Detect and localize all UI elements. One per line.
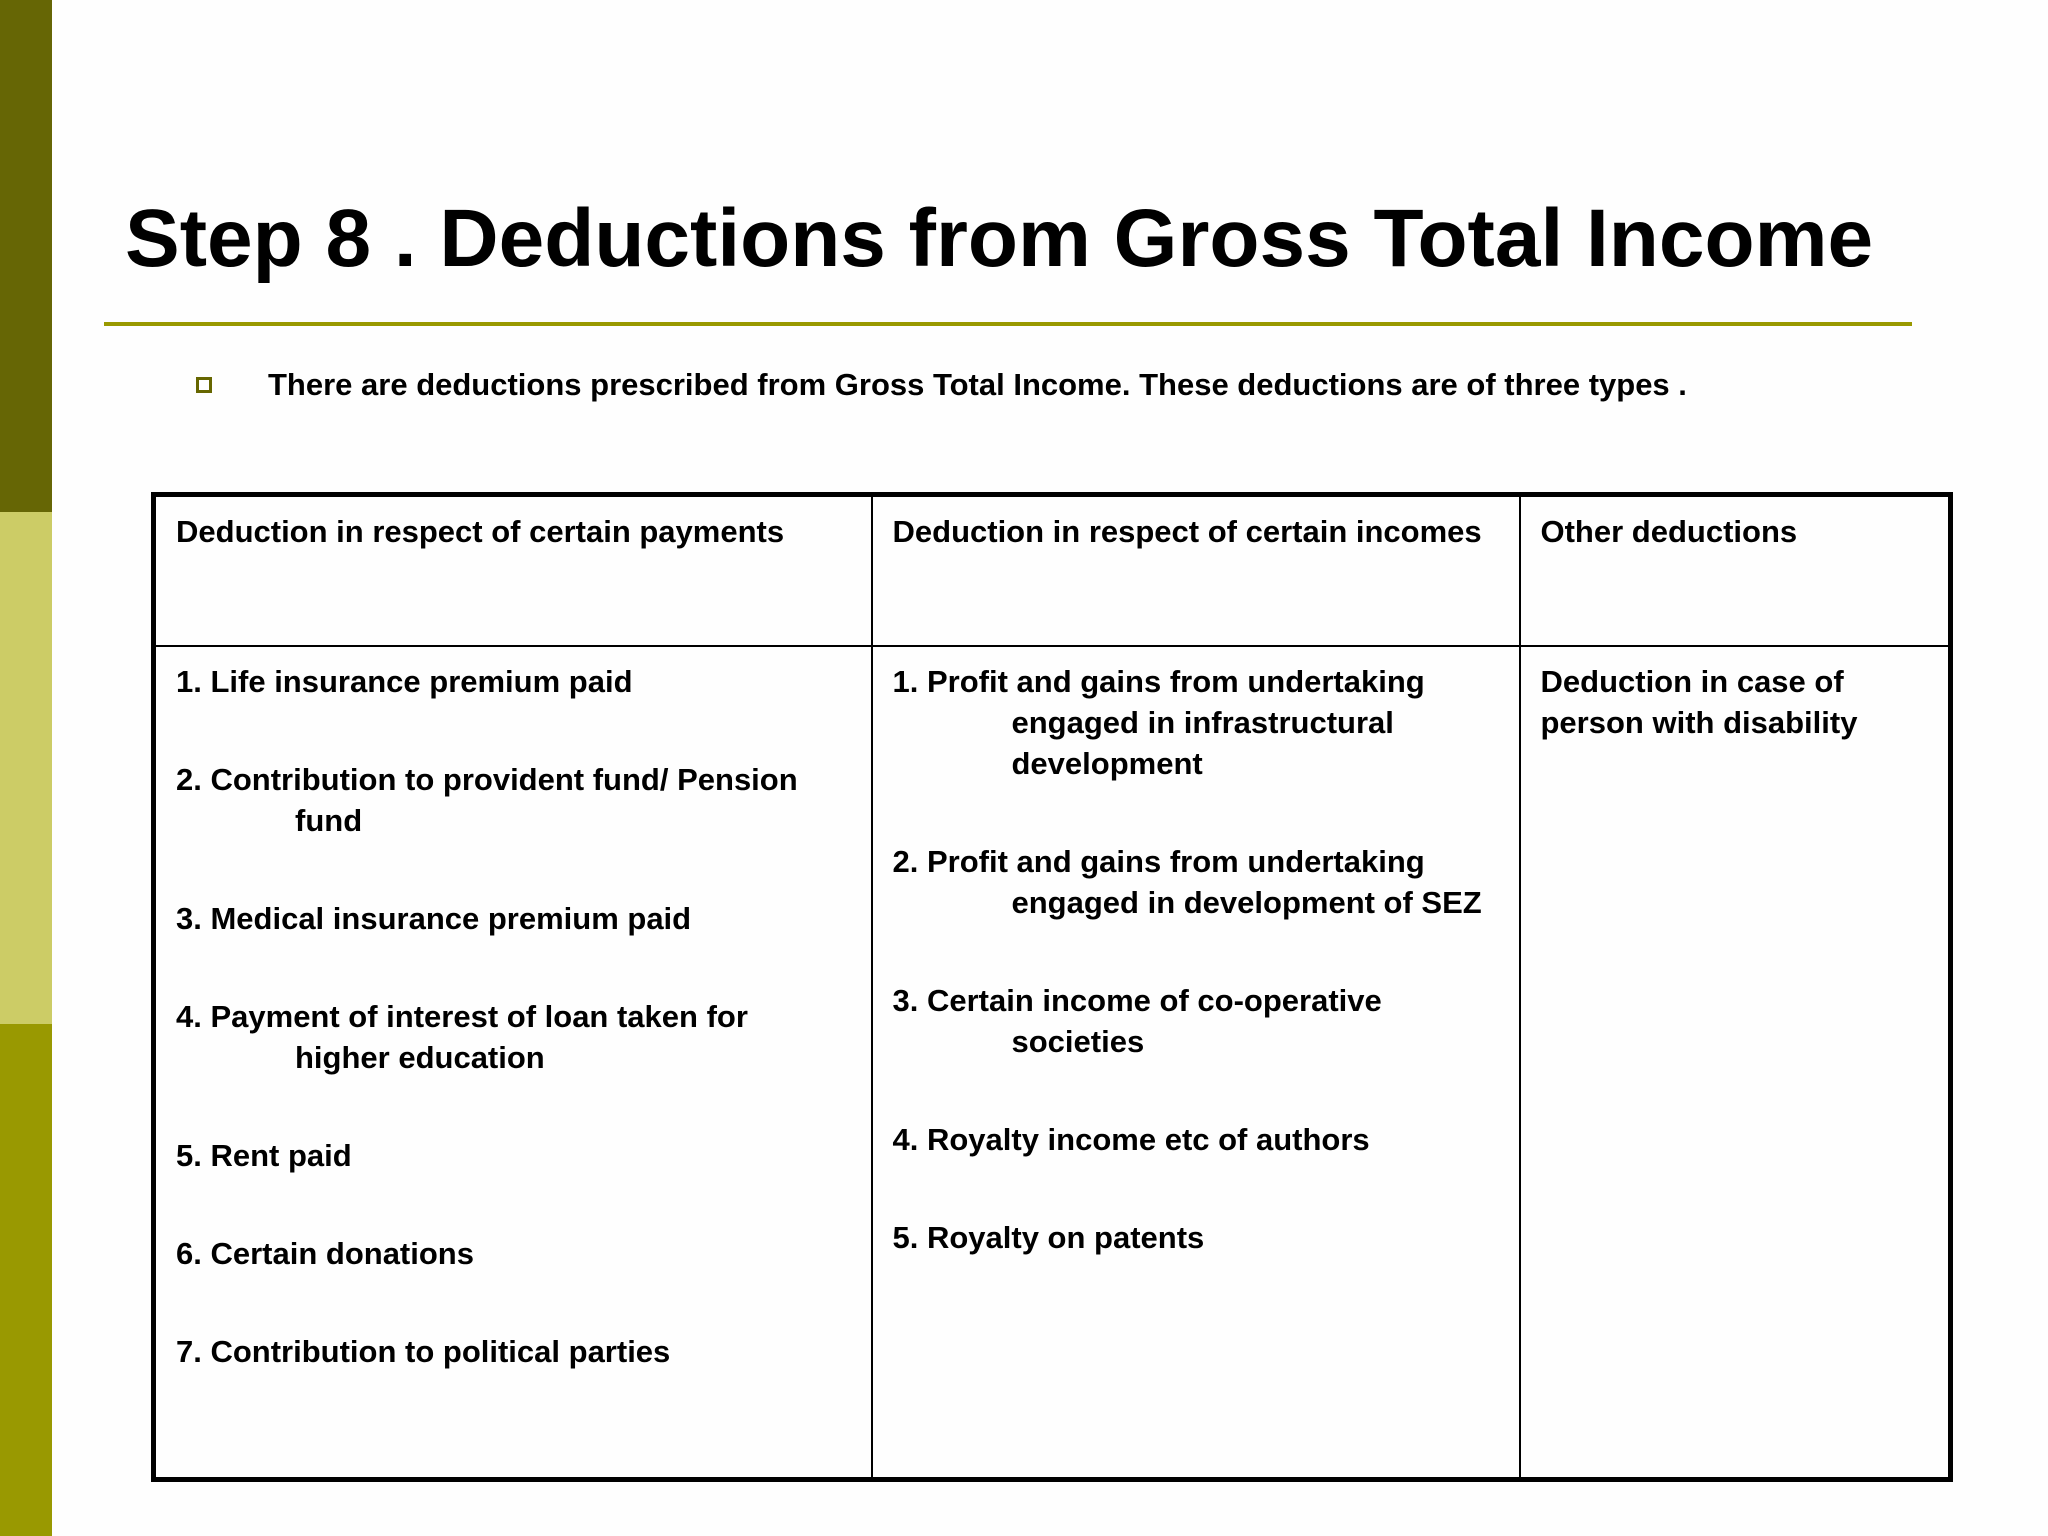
slide-title: Step 8 . Deductions from Gross Total Income <box>125 193 1874 284</box>
header-other: Other deductions <box>1520 495 1951 646</box>
header-incomes: Deduction in respect of certain incomes <box>872 495 1520 646</box>
list-item: 3. Medical insurance premium paid <box>176 900 692 936</box>
list-item: 7. Contribution to political parties <box>176 1333 671 1369</box>
list-item: 1. Profit and gains from undertaking engaged in infrastructural development <box>892 663 1425 781</box>
decor-band-olive <box>0 1024 52 1536</box>
list-item: 4. Royalty income etc of authors <box>892 1121 1370 1157</box>
deductions-table <box>151 492 1953 1482</box>
intro-bullet <box>196 366 1687 403</box>
list-item: 5. Royalty on patents <box>892 1219 1205 1255</box>
list-item: 2. Profit and gains from undertaking engaged in development of SEZ <box>892 843 1482 920</box>
other-deduction-text: Deduction in case of person with disability <box>1540 663 1858 740</box>
decor-band-dark <box>0 0 52 512</box>
list-item: 2. Contribution to provident fund/ Pension fund <box>176 761 798 838</box>
title-underline <box>104 322 1912 326</box>
list-item: 3. Certain income of co-operative societies <box>892 982 1382 1059</box>
intro-bullet-text: There are deductions prescribed from Gross Total Income. These deductions are of three types . <box>268 367 1687 402</box>
list-item: 5. Rent paid <box>176 1137 352 1173</box>
list-item: 1. Life insurance premium paid <box>176 663 633 699</box>
other-column <box>1520 646 1951 1480</box>
list-item: 6. Certain donations <box>176 1235 474 1271</box>
incomes-column <box>872 646 1520 1480</box>
header-payments: Deduction in respect of certain payments <box>154 495 872 646</box>
square-bullet-icon <box>196 377 212 393</box>
table-body-row <box>154 646 1951 1480</box>
decor-band-light <box>0 512 52 1024</box>
payments-column <box>154 646 872 1480</box>
list-item: 4. Payment of interest of loan taken for higher education <box>176 998 748 1075</box>
table-header-row <box>154 495 1951 646</box>
